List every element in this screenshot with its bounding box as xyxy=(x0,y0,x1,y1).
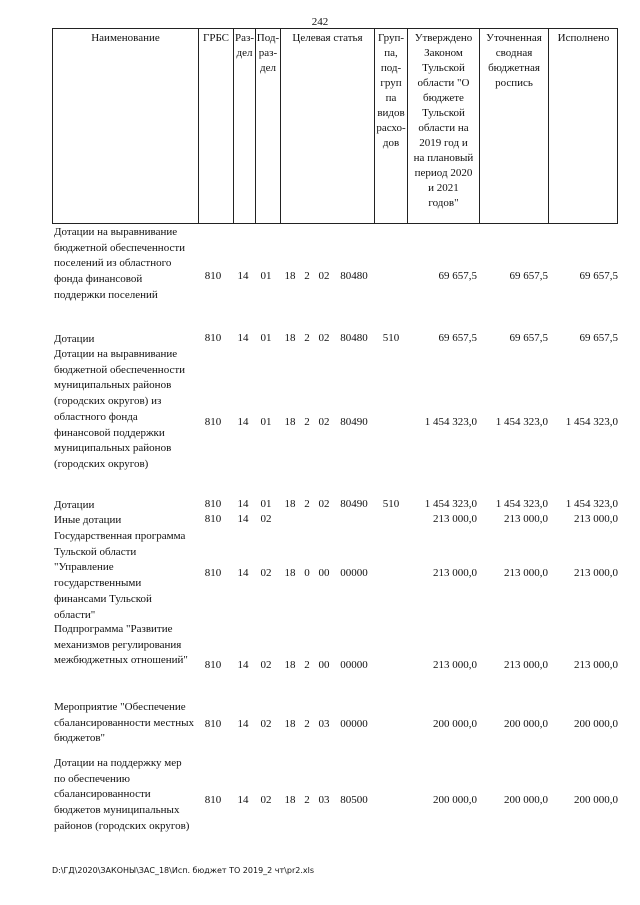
row-target-2: 2 xyxy=(304,416,310,428)
row-podrazdel: 01 xyxy=(260,416,272,428)
row-name: Государственная программа Тульской области "Управление государственными финансами Тульской области" xyxy=(54,530,186,621)
row-podrazdel: 02 xyxy=(260,513,272,525)
row-grbs: 810 xyxy=(204,659,222,671)
row-executed: 213 000,0 xyxy=(574,567,618,579)
row-razdel: 14 xyxy=(237,513,249,525)
row-target-2: 2 xyxy=(304,659,310,671)
row-refined: 200 000,0 xyxy=(504,794,548,806)
row-grbs: 810 xyxy=(204,270,222,282)
row-podrazdel: 02 xyxy=(260,567,272,579)
header-podrazdel: Под- раз- дел xyxy=(255,28,280,224)
row-approved: 1 454 323,0 xyxy=(424,416,477,428)
header-refined: Уточненная сводная бюджетная роспись xyxy=(479,28,548,224)
row-executed: 1 454 323,0 xyxy=(565,416,618,428)
row-target-3: 02 xyxy=(318,332,330,344)
row-podrazdel: 02 xyxy=(260,794,272,806)
row-razdel: 14 xyxy=(237,718,249,730)
row-refined: 69 657,5 xyxy=(509,332,548,344)
row-name: Мероприятие "Обеспечение сбалансированности местных бюджетов" xyxy=(54,701,195,745)
row-target-4: 80490 xyxy=(340,416,368,428)
row-target-1: 18 xyxy=(284,659,296,671)
row-target-2: 2 xyxy=(304,270,310,282)
header-group: Груп- па, под- груп па видов расхо- дов xyxy=(374,28,407,224)
row-target-1: 18 xyxy=(284,718,296,730)
row-approved: 213 000,0 xyxy=(433,659,477,671)
table-header xyxy=(52,28,618,224)
row-target-4: 00000 xyxy=(340,659,368,671)
row-podrazdel: 02 xyxy=(260,659,272,671)
row-target-1: 18 xyxy=(284,332,296,344)
row-refined: 200 000,0 xyxy=(504,718,548,730)
row-target-2: 2 xyxy=(304,794,310,806)
row-target-4: 80500 xyxy=(340,794,368,806)
file-path-footer: D:\ГД\2020\ЗАКОНЫ\ЗАС_18\Исп. бюджет ТО 2019_2 чт\pr2.xls xyxy=(52,866,314,875)
row-executed: 69 657,5 xyxy=(579,270,618,282)
row-name: Дотации на выравнивание бюджетной обеспеченности муниципальных районов (городских округов) из областного фонда финансовой поддержки муниципальных районов (городских округов) xyxy=(54,348,186,470)
row-target-2: 0 xyxy=(304,567,310,579)
header-grbs: ГРБС xyxy=(198,28,233,224)
row-approved: 1 454 323,0 xyxy=(424,498,477,510)
row-target-3: 00 xyxy=(318,567,330,579)
header-target: Целевая статья xyxy=(280,28,374,224)
row-name: Дотации xyxy=(54,333,95,345)
row-target-1: 18 xyxy=(284,794,296,806)
row-target-2: 2 xyxy=(304,718,310,730)
header-approved: Утверждено Законом Тульской области "О бюджете Тульской области на 2019 год и на плановый период 2020 и 2021 годов" xyxy=(407,28,479,224)
row-group: 510 xyxy=(382,498,400,510)
row-name: Иные дотации xyxy=(54,514,122,526)
row-refined: 1 454 323,0 xyxy=(495,416,548,428)
row-target-1: 18 xyxy=(284,270,296,282)
row-executed: 200 000,0 xyxy=(574,794,618,806)
row-target-4: 80490 xyxy=(340,498,368,510)
row-approved: 200 000,0 xyxy=(433,794,477,806)
row-grbs: 810 xyxy=(204,332,222,344)
row-name: Дотации xyxy=(54,499,95,511)
row-podrazdel: 02 xyxy=(260,718,272,730)
row-target-4: 00000 xyxy=(340,718,368,730)
row-razdel: 14 xyxy=(237,659,249,671)
row-razdel: 14 xyxy=(237,332,249,344)
row-razdel: 14 xyxy=(237,270,249,282)
row-grbs: 810 xyxy=(204,718,222,730)
row-target-3: 03 xyxy=(318,794,330,806)
row-refined: 213 000,0 xyxy=(504,659,548,671)
row-name: Дотации на выравнивание бюджетной обеспеченности поселений из областного фонда финансовой поддержки поселений xyxy=(54,226,186,301)
row-podrazdel: 01 xyxy=(260,270,272,282)
row-target-1: 18 xyxy=(284,567,296,579)
row-razdel: 14 xyxy=(237,416,249,428)
row-approved: 69 657,5 xyxy=(438,270,477,282)
row-executed: 69 657,5 xyxy=(579,332,618,344)
row-grbs: 810 xyxy=(204,513,222,525)
row-executed: 213 000,0 xyxy=(574,513,618,525)
row-approved: 69 657,5 xyxy=(438,332,477,344)
page-number: 242 xyxy=(311,16,329,28)
row-grbs: 810 xyxy=(204,794,222,806)
row-refined: 213 000,0 xyxy=(504,567,548,579)
row-target-2: 2 xyxy=(304,498,310,510)
row-approved: 213 000,0 xyxy=(433,567,477,579)
row-podrazdel: 01 xyxy=(260,498,272,510)
row-approved: 213 000,0 xyxy=(433,513,477,525)
row-target-2: 2 xyxy=(304,332,310,344)
row-grbs: 810 xyxy=(204,416,222,428)
row-name: Подпрограмма "Развитие механизмов регулирования межбюджетных отношений" xyxy=(54,623,188,667)
header-razdel: Раз- дел xyxy=(233,28,255,224)
row-target-1: 18 xyxy=(284,416,296,428)
row-target-1: 18 xyxy=(284,498,296,510)
row-razdel: 14 xyxy=(237,567,249,579)
row-grbs: 810 xyxy=(204,567,222,579)
row-approved: 200 000,0 xyxy=(433,718,477,730)
row-target-3: 02 xyxy=(318,498,330,510)
row-razdel: 14 xyxy=(237,498,249,510)
row-refined: 213 000,0 xyxy=(504,513,548,525)
row-executed: 1 454 323,0 xyxy=(565,498,618,510)
row-grbs: 810 xyxy=(204,498,222,510)
row-group: 510 xyxy=(382,332,400,344)
row-target-3: 03 xyxy=(318,718,330,730)
row-executed: 213 000,0 xyxy=(574,659,618,671)
row-target-4: 80480 xyxy=(340,332,368,344)
row-target-4: 00000 xyxy=(340,567,368,579)
row-executed: 200 000,0 xyxy=(574,718,618,730)
header-name: Наименование xyxy=(52,28,198,224)
row-razdel: 14 xyxy=(237,794,249,806)
row-podrazdel: 01 xyxy=(260,332,272,344)
row-refined: 1 454 323,0 xyxy=(495,498,548,510)
header-executed: Исполнено xyxy=(548,28,618,224)
row-name: Дотации на поддержку мер по обеспечению сбалансированности бюджетов муниципальных районов (городских округов) xyxy=(54,757,190,832)
row-target-3: 02 xyxy=(318,416,330,428)
row-refined: 69 657,5 xyxy=(509,270,548,282)
row-target-3: 00 xyxy=(318,659,330,671)
row-target-3: 02 xyxy=(318,270,330,282)
row-target-4: 80480 xyxy=(340,270,368,282)
